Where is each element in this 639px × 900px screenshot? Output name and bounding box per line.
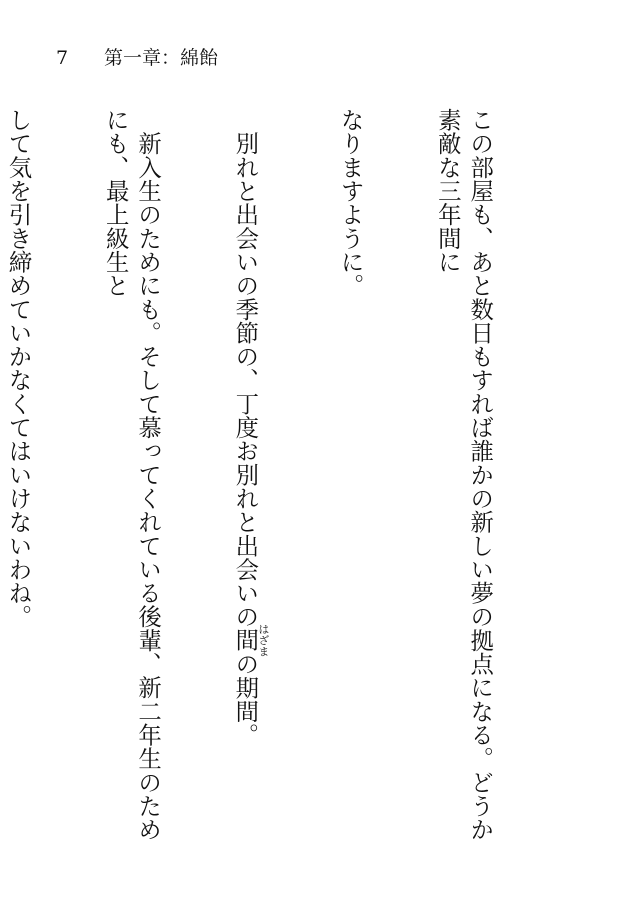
ruby-reading: はざま [256, 623, 270, 658]
text-line: この部屋も、あと数日もすれば誰かの新しい夢の拠点になる。どうか素敵な三年間に [433, 108, 495, 842]
ruby-base: 間 [231, 623, 260, 658]
text-line: なりますように。 [336, 108, 365, 298]
text-fragment: 別れと出会いの季節の、丁度お別れと出会いの [231, 108, 260, 629]
text-fragment: の期間。 [231, 652, 260, 747]
page-number: 7 [56, 47, 69, 69]
text-line: して気を引き締めていかなくてはいけないわね。 [4, 108, 33, 629]
novel-body-text [4, 108, 561, 850]
page-header [56, 46, 218, 70]
ruby-annotation [231, 623, 270, 658]
chapter-title: 第一章：綿飴 [104, 47, 219, 69]
text-line: 新入生のためにも。そして慕ってくれている後輩、新二年生のためにも、最上級生と [101, 108, 163, 842]
text-line-with-ruby [229, 108, 269, 850]
